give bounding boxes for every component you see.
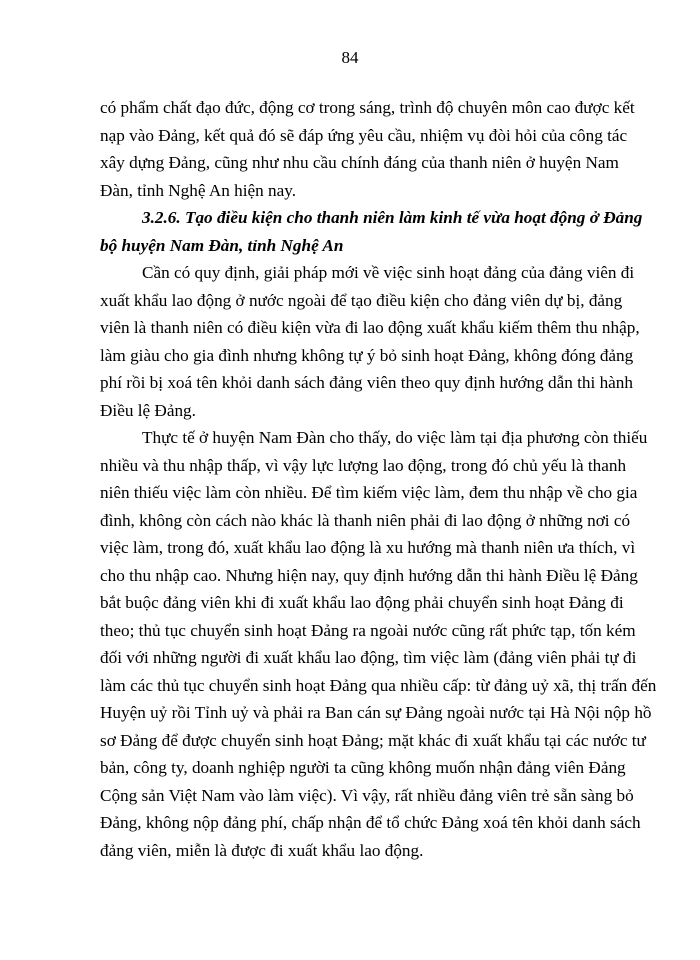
text-line: xuất khẩu lao động ở nước ngoài để tạo điều kiện cho đảng viên dự bị, đảng: [100, 290, 623, 310]
text-line: Đàn, tỉnh Nghệ An hiện nay.: [100, 180, 297, 200]
text-line: nạp vào Đảng, kết quả đó sẽ đáp ứng yêu cầu, nhiệm vụ đòi hỏi của công tác: [100, 125, 628, 145]
text-line: Đảng, không nộp đảng phí, chấp nhận để tổ chức Đảng xoá tên khỏi danh sách: [100, 813, 641, 832]
text-line: sơ Đảng để được chuyển sinh hoạt Đảng; mặt khác đi xuất khẩu tại các nước tư: [100, 730, 646, 750]
heading-line: bộ huyện Nam Đàn, tỉnh Nghệ An: [100, 235, 344, 255]
text-line: làm giàu cho gia đình nhưng không tự ý bỏ sinh hoạt Đảng, không đóng đảng: [100, 345, 634, 365]
text-line: theo; thủ tục chuyển sinh hoạt Đảng ra ngoài nước cũng rất phức tạp, tốn kém: [100, 620, 636, 640]
text-line: cho thu nhập cao. Nhưng hiện nay, quy định hướng dẫn thi hành Điều lệ Đảng: [100, 565, 638, 585]
text-line: đảng viên, miễn là được đi xuất khẩu lao động.: [100, 840, 424, 860]
text-line: Thực tế ở huyện Nam Đàn cho thấy, do việc làm tại địa phương còn thiếu: [142, 428, 648, 447]
heading-line: 3.2.6. Tạo điều kiện cho thanh niên làm kinh tế vừa hoạt động ở Đảng: [142, 208, 643, 227]
text-line: đối với những người đi xuất khẩu lao động, tìm việc làm (đảng viên phải tự đi: [100, 648, 637, 667]
text-line: niên thiếu việc làm còn nhiều. Để tìm kiếm việc làm, đem thu nhập về cho gia: [100, 483, 638, 502]
text-line: viên là thanh niên có điều kiện vừa đi lao động xuất khẩu kiếm thêm thu nhập,: [100, 318, 640, 337]
text-line: làm các thủ tục chuyển sinh hoạt Đảng qua nhiều cấp: từ đảng uỷ xã, thị trấn đến: [100, 675, 657, 695]
text-line: Cần có quy định, giải pháp mới về việc sinh hoạt đảng của đảng viên đi: [142, 263, 635, 282]
text-line: phí rồi bị xoá tên khỏi danh sách đảng viên theo quy định hướng dẫn thi hành: [100, 373, 633, 392]
text-line: bắt buộc đảng viên khi đi xuất khẩu lao động phải chuyển sinh hoạt Đảng đi: [100, 593, 624, 612]
text-line: xây dựng Đảng, cũng như nhu cầu chính đáng của thanh niên ở huyện Nam: [100, 153, 619, 172]
text-line: nhiều và thu nhập thấp, vì vậy lực lượng lao động, trong đó chủ yếu là thanh: [100, 455, 627, 475]
text-line: có phẩm chất đạo đức, động cơ trong sáng, trình độ chuyên môn cao được kết: [100, 98, 635, 117]
text-line: Cộng sản Việt Nam vào làm việc). Vì vậy, rất nhiều đảng viên trẻ sẵn sàng bỏ: [100, 785, 634, 805]
page-number: 84: [341, 48, 359, 67]
paragraph: [100, 424, 657, 864]
paragraph: [100, 259, 640, 424]
section-heading: [100, 204, 643, 259]
text-line: đình, không còn cách nào khác là thanh niên phải đi lao động ở những nơi có: [100, 510, 631, 530]
text-line: bản, công ty, doanh nghiệp người ta cũng không muốn nhận đảng viên Đảng: [100, 758, 626, 777]
text-line: việc làm, trong đó, xuất khẩu lao động là xu hướng mà thanh niên ưa thích, vì: [100, 538, 636, 557]
paragraph: [100, 94, 635, 204]
text-line: Điều lệ Đảng.: [100, 400, 196, 420]
document-body: [100, 94, 657, 864]
text-line: Huyện uỷ rồi Tỉnh uỷ và phải ra Ban cán sự Đảng ngoài nước tại Hà Nội nộp hồ: [100, 703, 652, 722]
